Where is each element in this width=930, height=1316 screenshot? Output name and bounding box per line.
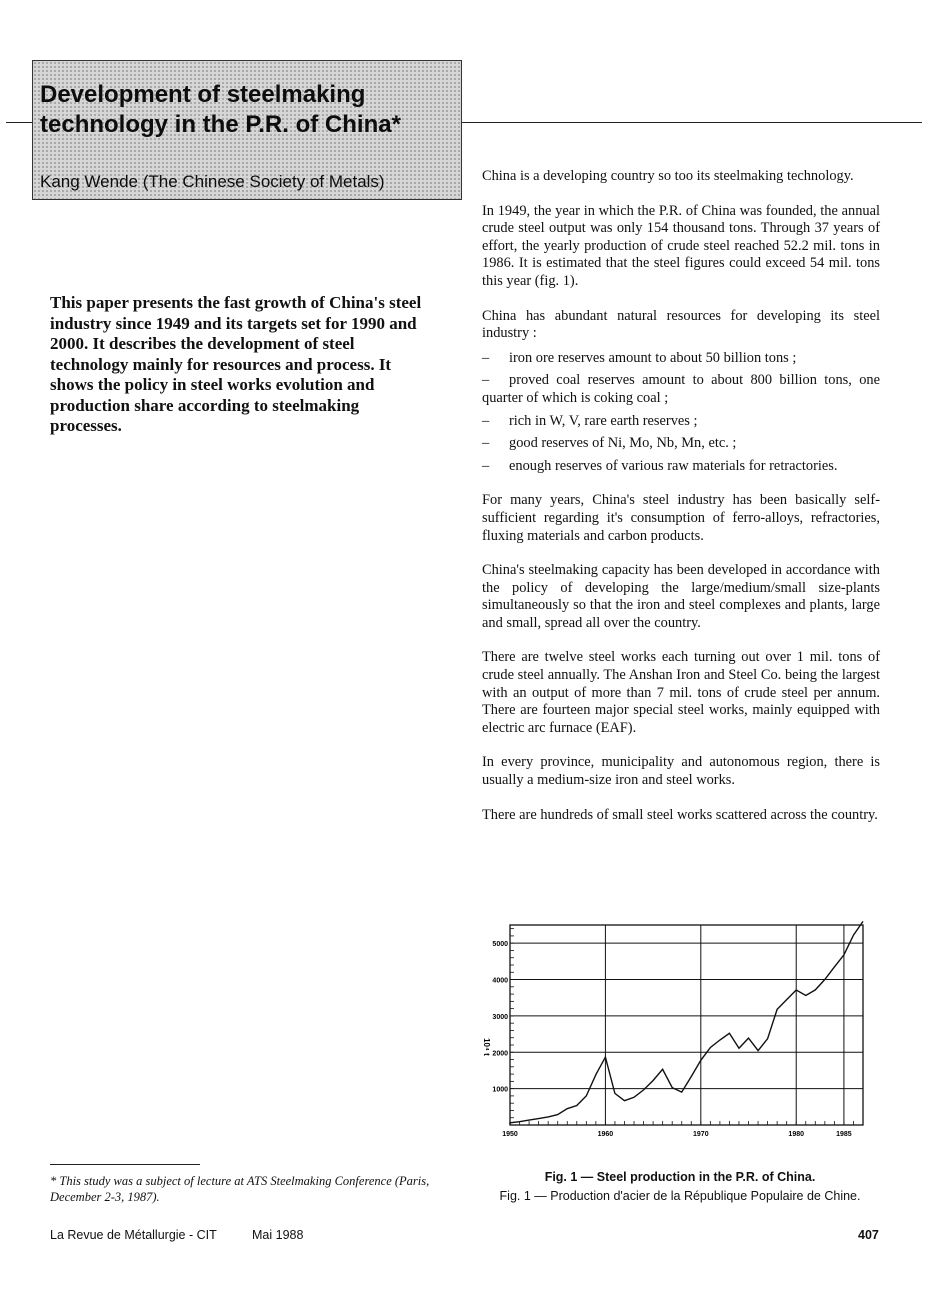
chart-x-tick-label: 1985 — [836, 1131, 852, 1138]
chart-data-points — [510, 921, 863, 1124]
page-number: 407 — [858, 1228, 879, 1242]
body-paragraph: There are twelve steel works each turning out over 1 mil. tons of crude steel annually. The Anshan Iron and Steel Co. being the largest with an output of more than 7 mil. tons of crude steel per annum. There are fourteen major special steel works, mainly equipped with electric arc furnace (EAF). — [482, 649, 880, 736]
body-paragraph: China's steelmaking capacity has been developed in accordance with the policy of developing the large/medium/small size-plants simultaneously so that the iron and steel complexes and plants, large and small, spread all over the country. — [482, 562, 880, 631]
chart-x-tick-label: 1980 — [788, 1131, 805, 1138]
body-paragraph: There are hundreds of small steel works scattered across the country. — [482, 806, 878, 823]
chart-y-axis-label: 10⁴ t — [482, 1038, 491, 1056]
chart-x-tick-label: 1970 — [693, 1131, 709, 1138]
abstract — [50, 293, 430, 437]
list-item: – enough reserves of various raw materials for retractories. — [482, 458, 880, 476]
abstract-text: This paper presents the fast growth of China's steel industry since 1949 and its targets set for 1990 and 2000. It describes the development of steel technology mainly for resources and process. It shows the policy in steel works evolution and production share according to steelmaking processes. — [50, 293, 422, 435]
body-paragraph: For many years, China's steel industry has been basically self-sufficient regarding it's consumption of ferro-alloys, refractories, fluxing materials and carbon products. — [482, 492, 880, 544]
chart-series-line — [510, 921, 863, 1124]
chart-grid — [510, 925, 863, 1125]
resource-list — [482, 350, 880, 476]
caption-french: Fig. 1 — Production d'acier de la République Populaire de Chine. — [499, 1189, 861, 1203]
chart-frame — [510, 925, 863, 1125]
chart-y-tick-labels — [492, 941, 508, 1093]
body-paragraph: China is a developing country so too its steelmaking technology. — [482, 168, 854, 184]
chart-minor-ticks — [510, 929, 863, 1125]
chart-x-tick-label: 1960 — [597, 1131, 614, 1138]
figure-caption — [470, 1168, 890, 1206]
chart-y-tick-label: 1000 — [492, 1086, 508, 1094]
list-item: – good reserves of Ni, Mo, Nb, Mn, etc. ; — [482, 435, 880, 453]
chart-border — [510, 925, 863, 1125]
steel-production-chart — [470, 915, 870, 1147]
chart-y-tick-label: 2000 — [492, 1050, 508, 1058]
author-byline: Kang Wende (The Chinese Society of Metals) — [40, 172, 385, 191]
footnote: * This study was a subject of lecture at ATS Steelmaking Conference (Paris, December 2-3, 1987). — [50, 1174, 430, 1204]
chart-x-tick-label: 1950 — [502, 1131, 518, 1138]
body-paragraph: In every province, municipality and autonomous region, there is usually a medium-size iron and steel works. — [482, 754, 880, 789]
body-paragraph: China has abundant natural resources for developing its steel industry : — [482, 307, 880, 342]
body-column — [482, 168, 880, 841]
chart-svg — [470, 915, 870, 1147]
issue-date: Mai 1988 — [252, 1228, 304, 1242]
list-item: – iron ore reserves amount to about 50 billion tons ; — [482, 350, 880, 368]
chart-y-tick-label: 4000 — [492, 977, 508, 985]
list-item: – rich in W, V, rare earth reserves ; — [482, 413, 880, 431]
body-paragraph: In 1949, the year in which the P.R. of China was founded, the annual crude steel output was only 154 thousand tons. Through 37 years of effort, the yearly production of crude steel reached 52.2 mil. tons in 1986. It is estimated that the steel figures could exceed 54 mil. tons this year (fig. 1). — [482, 202, 880, 289]
list-item: – proved coal reserves amount to about 800 billion tons, one quarter of which is coking coal ; — [482, 372, 880, 407]
chart-y-tick-label: 3000 — [492, 1013, 508, 1021]
article-title: Development of steelmaking technology in the P.R. of China* — [40, 81, 401, 138]
chart-y-tick-label: 5000 — [492, 941, 508, 949]
caption-english: Fig. 1 — Steel production in the P.R. of China. — [544, 1170, 816, 1184]
journal-name: La Revue de Métallurgie - CIT — [50, 1228, 217, 1242]
footnote-rule — [50, 1164, 200, 1165]
chart-x-tick-labels — [502, 1131, 852, 1138]
